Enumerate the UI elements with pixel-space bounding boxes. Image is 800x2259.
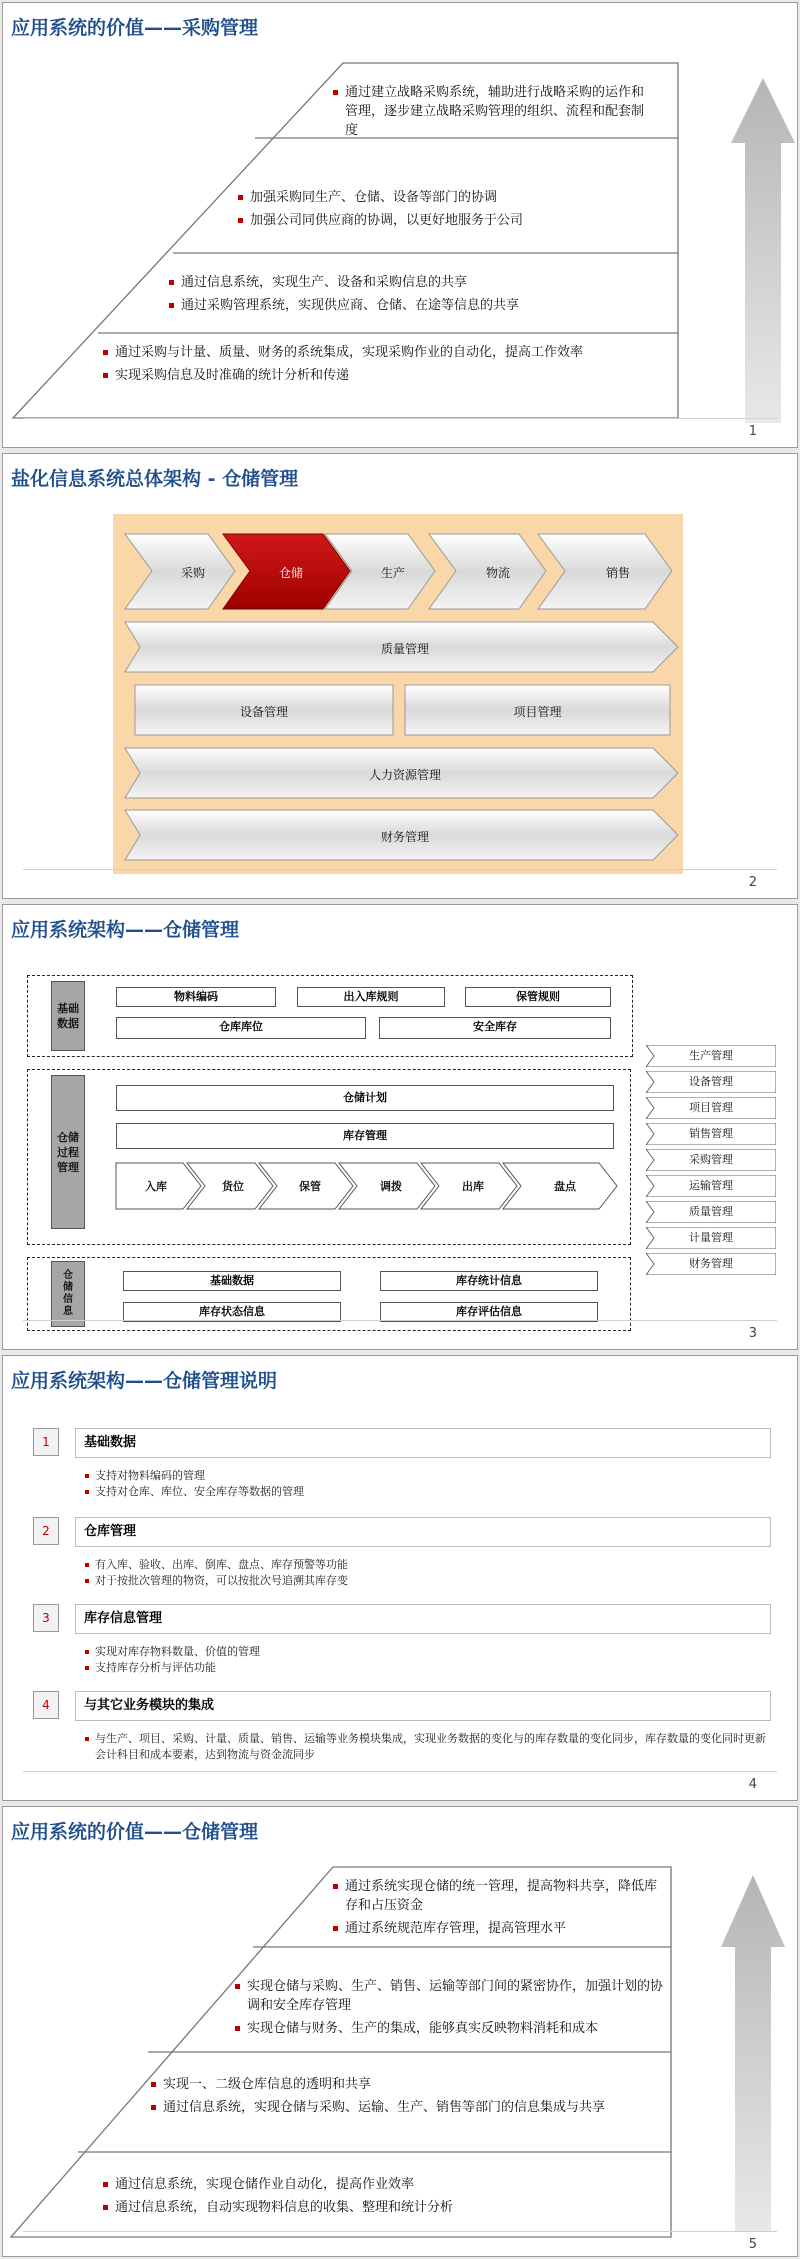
inout-rules-box: 出入库规则 xyxy=(297,987,445,1007)
section-heading: 与其它业务模块的集成 xyxy=(75,1691,771,1721)
step-label: 出库 xyxy=(462,1180,484,1193)
bullet: 通过建立战略采购系统，辅助进行战略采购的运作和管理，逐步建立战略采购管理的组织、流程和配套制度 xyxy=(333,83,653,140)
footer-line xyxy=(23,1771,777,1772)
slide-4 xyxy=(2,1355,798,1801)
inventory-status-box: 库存状态信息 xyxy=(123,1302,341,1322)
bullet: 实现采购信息及时准确的统计分析和传递 xyxy=(103,366,673,385)
step-label: 保管 xyxy=(299,1180,321,1193)
bullet: 与生产、项目、采购、计量、质量、销售、运输等业务模块集成，实现业务数据的变化与的库存数量的变化同步，库存数量的变化同时更新会计科目和成本要素，达到物流与资金流同步 xyxy=(85,1731,775,1763)
up-arrow-icon xyxy=(721,1875,785,2232)
finance-label: 财务管理 xyxy=(380,830,429,844)
bullet: 通过系统实现仓储的统一管理，提高物料共享，降低库存和占压资金 xyxy=(333,1877,663,1915)
bullet: 通过系统规范库存管理，提高管理水平 xyxy=(333,1919,663,1938)
step-label: 货位 xyxy=(222,1180,244,1193)
side-module: 计量管理 xyxy=(646,1227,776,1249)
section-heading: 基础数据 xyxy=(75,1428,771,1458)
bullet: 支持对物料编码的管理 xyxy=(85,1468,775,1484)
bullet: 实现仓储与财务、生产的集成，能够真实反映物料消耗和成本 xyxy=(235,2019,665,2038)
side-module: 销售管理 xyxy=(646,1123,776,1145)
hr-label: 人力资源管理 xyxy=(368,768,441,782)
footer-line xyxy=(23,418,777,419)
pyramid-level-4 xyxy=(103,2175,663,2217)
pyramid-level-1 xyxy=(333,1877,663,1938)
pyramid-level-3 xyxy=(169,273,669,315)
storage-plan-box: 仓储计划 xyxy=(116,1085,614,1111)
bullet: 通过信息系统，自动实现物料信息的收集、整理和统计分析 xyxy=(103,2198,663,2217)
flow-label: 物流 xyxy=(485,566,510,580)
step-label: 入库 xyxy=(145,1180,167,1193)
up-arrow-icon xyxy=(731,78,795,423)
bullet: 通过采购与计量、质量、财务的系统集成，实现采购作业的自动化，提高工作效率 xyxy=(103,343,673,362)
footer-line xyxy=(23,1320,777,1321)
side-module: 生产管理 xyxy=(646,1045,776,1067)
pyramid-level-3 xyxy=(151,2075,661,2117)
bullet: 通过采购管理系统，实现供应商、仓储、在途等信息的共享 xyxy=(169,296,669,315)
step-label: 调拨 xyxy=(380,1180,402,1193)
footer-line xyxy=(23,2231,777,2232)
page-number: 2 xyxy=(748,875,757,890)
bullet: 通过信息系统，实现生产、设备和采购信息的共享 xyxy=(169,273,669,292)
quality-label: 质量管理 xyxy=(380,642,429,656)
storage-info-label: 仓 储 信 息 xyxy=(51,1261,85,1327)
flow-label: 生产 xyxy=(380,566,405,580)
equipment-label: 设备管理 xyxy=(239,705,288,719)
section-number: 1 xyxy=(33,1428,59,1456)
pyramid-level-2 xyxy=(238,188,668,230)
slide-5 xyxy=(2,1806,798,2257)
bullet: 加强采购同生产、仓储、设备等部门的协调 xyxy=(238,188,668,207)
storage-rules-box: 保管规则 xyxy=(465,987,611,1007)
section-number: 3 xyxy=(33,1604,59,1632)
inventory-stats-box: 库存统计信息 xyxy=(380,1271,598,1291)
section-heading: 库存信息管理 xyxy=(75,1604,771,1634)
slide-title: 应用系统的价值——仓储管理 xyxy=(11,1821,259,1843)
bullet: 有入库、验收、出库、倒库、盘点、库存预警等功能 xyxy=(85,1557,775,1573)
slide-1 xyxy=(2,2,798,448)
section-items xyxy=(85,1468,775,1500)
slide-2 xyxy=(2,453,798,899)
slide-title: 应用系统的价值——采购管理 xyxy=(11,17,259,39)
bullet: 实现对库存物料数量、价值的管理 xyxy=(85,1644,775,1660)
side-module: 财务管理 xyxy=(646,1253,776,1275)
pyramid-level-4 xyxy=(103,343,673,385)
basic-data-label: 基础 数据 xyxy=(51,981,85,1051)
pyramid-level-2 xyxy=(235,1977,665,2038)
page-number: 5 xyxy=(748,2237,757,2252)
bullet: 实现仓储与采购、生产、销售、运输等部门间的紧密协作，加强计划的协调和安全库存管理 xyxy=(235,1977,665,2015)
footer-line xyxy=(23,869,777,870)
side-module: 质量管理 xyxy=(646,1201,776,1223)
page-number: 1 xyxy=(748,424,757,439)
flow-label: 仓储 xyxy=(278,566,303,580)
page-number: 4 xyxy=(748,1777,757,1792)
process-label: 仓储 过程 管理 xyxy=(51,1075,85,1229)
bullet: 实现一、二级仓库信息的透明和共享 xyxy=(151,2075,661,2094)
page-number: 3 xyxy=(748,1326,757,1341)
section-items xyxy=(85,1557,775,1589)
side-module: 设备管理 xyxy=(646,1071,776,1093)
pyramid-level-1 xyxy=(333,83,653,140)
step-label: 盘点 xyxy=(554,1180,576,1193)
section-number: 4 xyxy=(33,1691,59,1719)
slide-title: 应用系统架构——仓储管理说明 xyxy=(11,1370,278,1392)
side-module: 采购管理 xyxy=(646,1149,776,1171)
bullet: 通过信息系统，实现仓储作业自动化，提高作业效率 xyxy=(103,2175,663,2194)
inventory-valuation-box: 库存评估信息 xyxy=(380,1302,598,1322)
inventory-management-box: 库存管理 xyxy=(116,1123,614,1149)
slide-title: 应用系统架构——仓储管理 xyxy=(11,919,240,941)
bullet: 通过信息系统，实现仓储与采购、运输、生产、销售等部门的信息集成与共享 xyxy=(151,2098,661,2117)
safety-stock-box: 安全库存 xyxy=(379,1017,611,1039)
slide-title: 盐化信息系统总体架构 - 仓储管理 xyxy=(11,468,299,490)
section-heading: 仓库管理 xyxy=(75,1517,771,1547)
flow-label: 销售 xyxy=(605,566,630,580)
bullet: 对于按批次管理的物资，可以按批次号追溯其库存变 xyxy=(85,1573,775,1589)
slide-3 xyxy=(2,904,798,1350)
info-basic-data-box: 基础数据 xyxy=(123,1271,341,1291)
side-module: 项目管理 xyxy=(646,1097,776,1119)
section-items xyxy=(85,1644,775,1676)
flow-label: 采购 xyxy=(180,566,205,580)
section-number: 2 xyxy=(33,1517,59,1545)
bullet: 支持库存分析与评估功能 xyxy=(85,1660,775,1676)
section-items xyxy=(85,1731,775,1763)
project-label: 项目管理 xyxy=(513,705,562,719)
warehouse-location-box: 仓库库位 xyxy=(116,1017,366,1039)
bullet: 加强公司同供应商的协调，以更好地服务于公司 xyxy=(238,211,668,230)
material-code-box: 物料编码 xyxy=(116,987,276,1007)
bullet: 支持对仓库、库位、安全库存等数据的管理 xyxy=(85,1484,775,1500)
side-module: 运输管理 xyxy=(646,1175,776,1197)
